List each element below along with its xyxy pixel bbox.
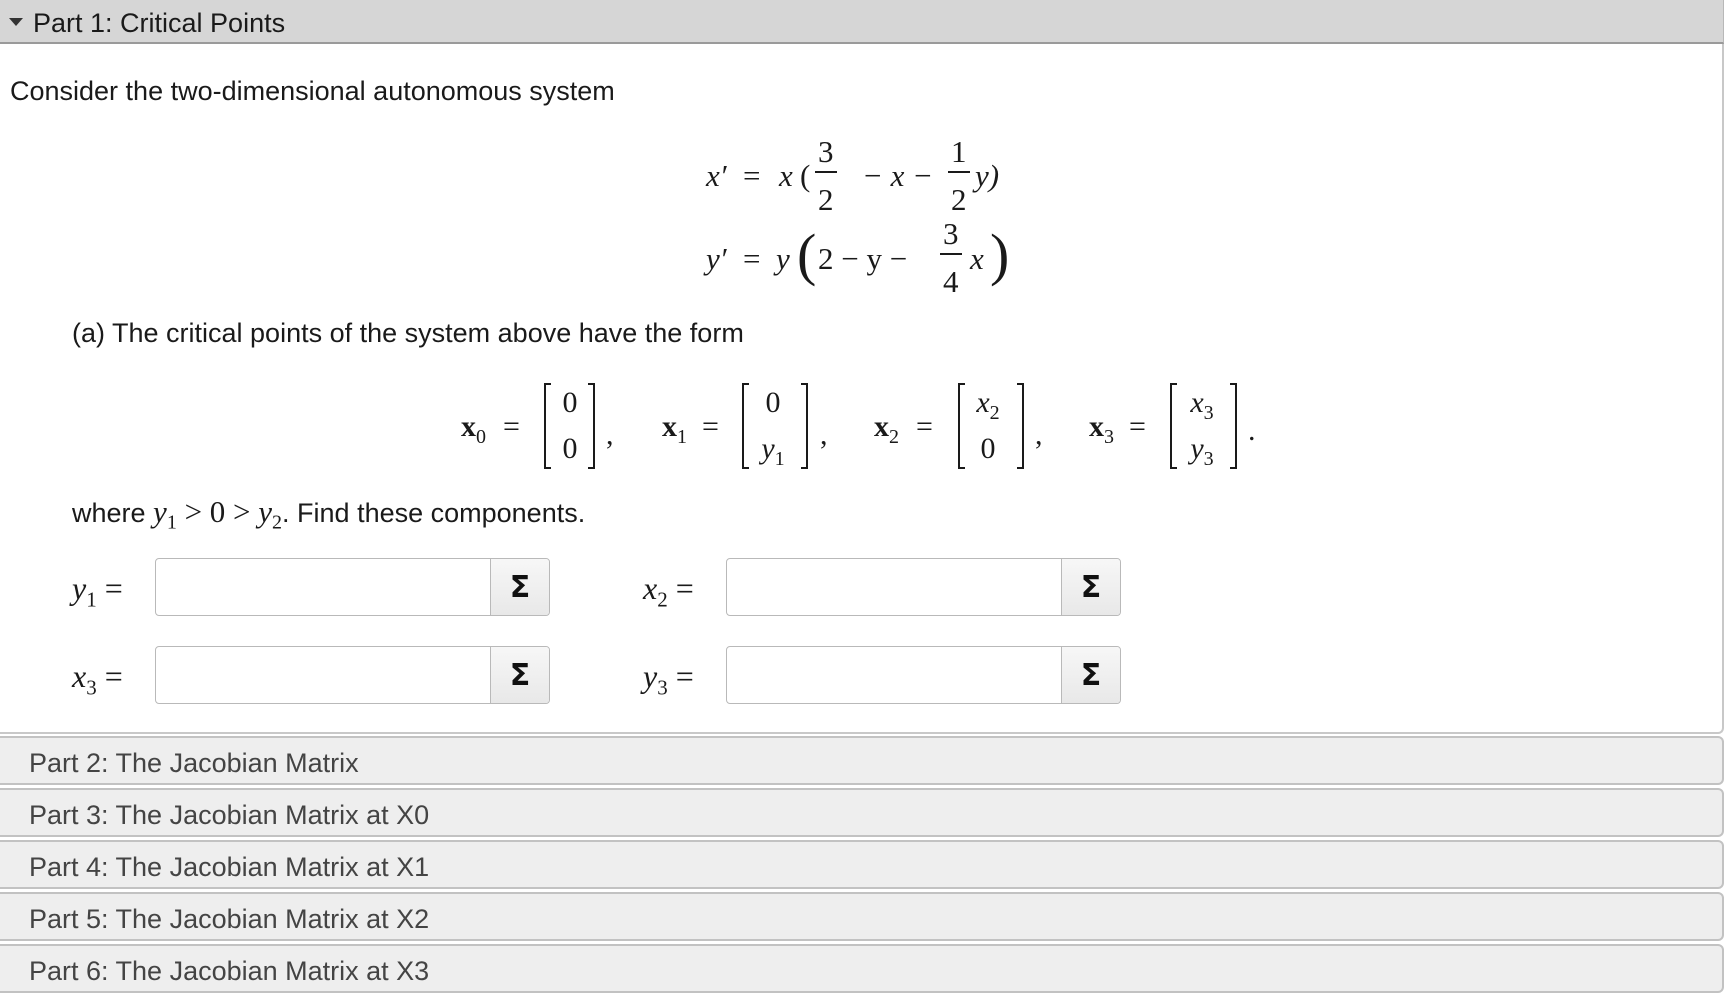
vector-x2-name: $x_2$ [874,410,899,448]
vector-x3-bracket-left [1170,383,1177,469]
y1-label: $y_1$ = [72,570,123,612]
part-a-text: (a) The critical points of the system above have the form [72,318,744,348]
part5-header[interactable] [0,892,1724,941]
vector-x3-equals: = [1129,410,1146,443]
part1-title: Part 1: Critical Points [33,8,286,38]
eq2-open-paren: ( [797,222,817,287]
y3-answer-box [726,646,1121,704]
eq1-mid: − x − [862,158,934,193]
eq2-frac-num: 3 [943,216,959,251]
y1-input[interactable] [156,559,491,615]
y3-input[interactable] [727,647,1062,703]
vector-x1-name: $x_1$ [662,410,687,448]
eq2-lhs: y′ [706,241,727,276]
vector-x1-bracket-right [801,383,808,469]
vector-x0-equals: = [503,410,520,443]
x2-answer-box [726,558,1121,616]
vector-x3-top: $x_3$ [1190,386,1214,424]
where-text: where $y_1 > 0 > y_2$. Find these components. [72,494,586,534]
eq2-const: 2 − y − [818,241,908,276]
x3-input[interactable] [156,647,491,703]
sigma-icon[interactable]: Σ [490,647,549,703]
vector-x2-bottom: 0 [980,432,996,465]
eq2-frac-den: 4 [943,264,959,299]
caret-down-icon[interactable] [9,18,23,26]
vector-x3-bracket-right [1230,383,1237,469]
eq1-lhs: x′ [706,158,727,193]
eq1-tail: y) [975,158,1000,193]
part2-header[interactable] [0,736,1724,785]
vector-x0-top: 0 [562,386,578,419]
part6-title: Part 6: The Jacobian Matrix at X3 [29,956,430,986]
part1-header[interactable] [0,0,1724,44]
sigma-icon[interactable]: Σ [1061,559,1120,615]
x2-input[interactable] [727,559,1062,615]
eq1-open: ( [800,158,811,193]
part4-header[interactable] [0,840,1724,889]
eq1-frac2-den: 2 [951,182,967,217]
vector-x1-equals: = [702,410,719,443]
part3-header[interactable] [0,788,1724,837]
vector-x0-name: $x_0$ [461,410,486,448]
part2-title: Part 2: The Jacobian Matrix [29,748,359,778]
vector-x3-period: . [1248,414,1256,447]
x3-answer-box [155,646,550,704]
part5-title: Part 5: The Jacobian Matrix at X2 [29,904,430,934]
vector-x0-bottom: 0 [562,432,578,465]
eq1-frac1-den: 2 [818,182,834,217]
part6-header[interactable] [0,944,1724,993]
sigma-icon[interactable]: Σ [1061,647,1120,703]
y3-label: $y_3$ = [643,658,694,700]
vector-x0-comma: , [606,418,614,451]
eq2-close-paren: ) [990,222,1010,287]
vector-x2-comma: , [1035,418,1043,451]
x3-label: $x_3$ = [72,658,123,700]
vector-x2-top: $x_2$ [976,386,1000,424]
vector-x1-comma: , [820,418,828,451]
vector-x1-bottom: $y_1$ [761,432,785,470]
vector-x3-name: $x_3$ [1089,410,1114,448]
vector-x1-top: 0 [765,386,781,419]
intro-text: Consider the two-dimensional autonomous system [10,76,615,106]
vector-x3-bottom: $y_3$ [1190,432,1214,470]
eq1-var: x [779,158,793,193]
y1-answer-box [155,558,550,616]
x2-label: $x_2$ = [643,570,694,612]
eq1-frac2-num: 1 [951,134,967,169]
eq1-equals: = [743,158,761,193]
sigma-icon[interactable]: Σ [490,559,549,615]
vector-x2-bracket-right [1017,383,1024,469]
eq2-tail: x [970,241,984,276]
eq2-frac-bar [940,253,962,255]
eq1-frac1-num: 3 [818,134,834,169]
eq2-var: y [776,241,790,276]
part1-body [0,44,1724,734]
eq1-frac2-bar [948,171,970,173]
part4-title: Part 4: The Jacobian Matrix at X1 [29,852,430,882]
eq1-frac1-bar [815,171,837,173]
part3-title: Part 3: The Jacobian Matrix at X0 [29,800,430,830]
vector-x0-bracket-right [588,383,595,469]
eq2-equals: = [743,241,761,276]
vector-x2-equals: = [916,410,933,443]
